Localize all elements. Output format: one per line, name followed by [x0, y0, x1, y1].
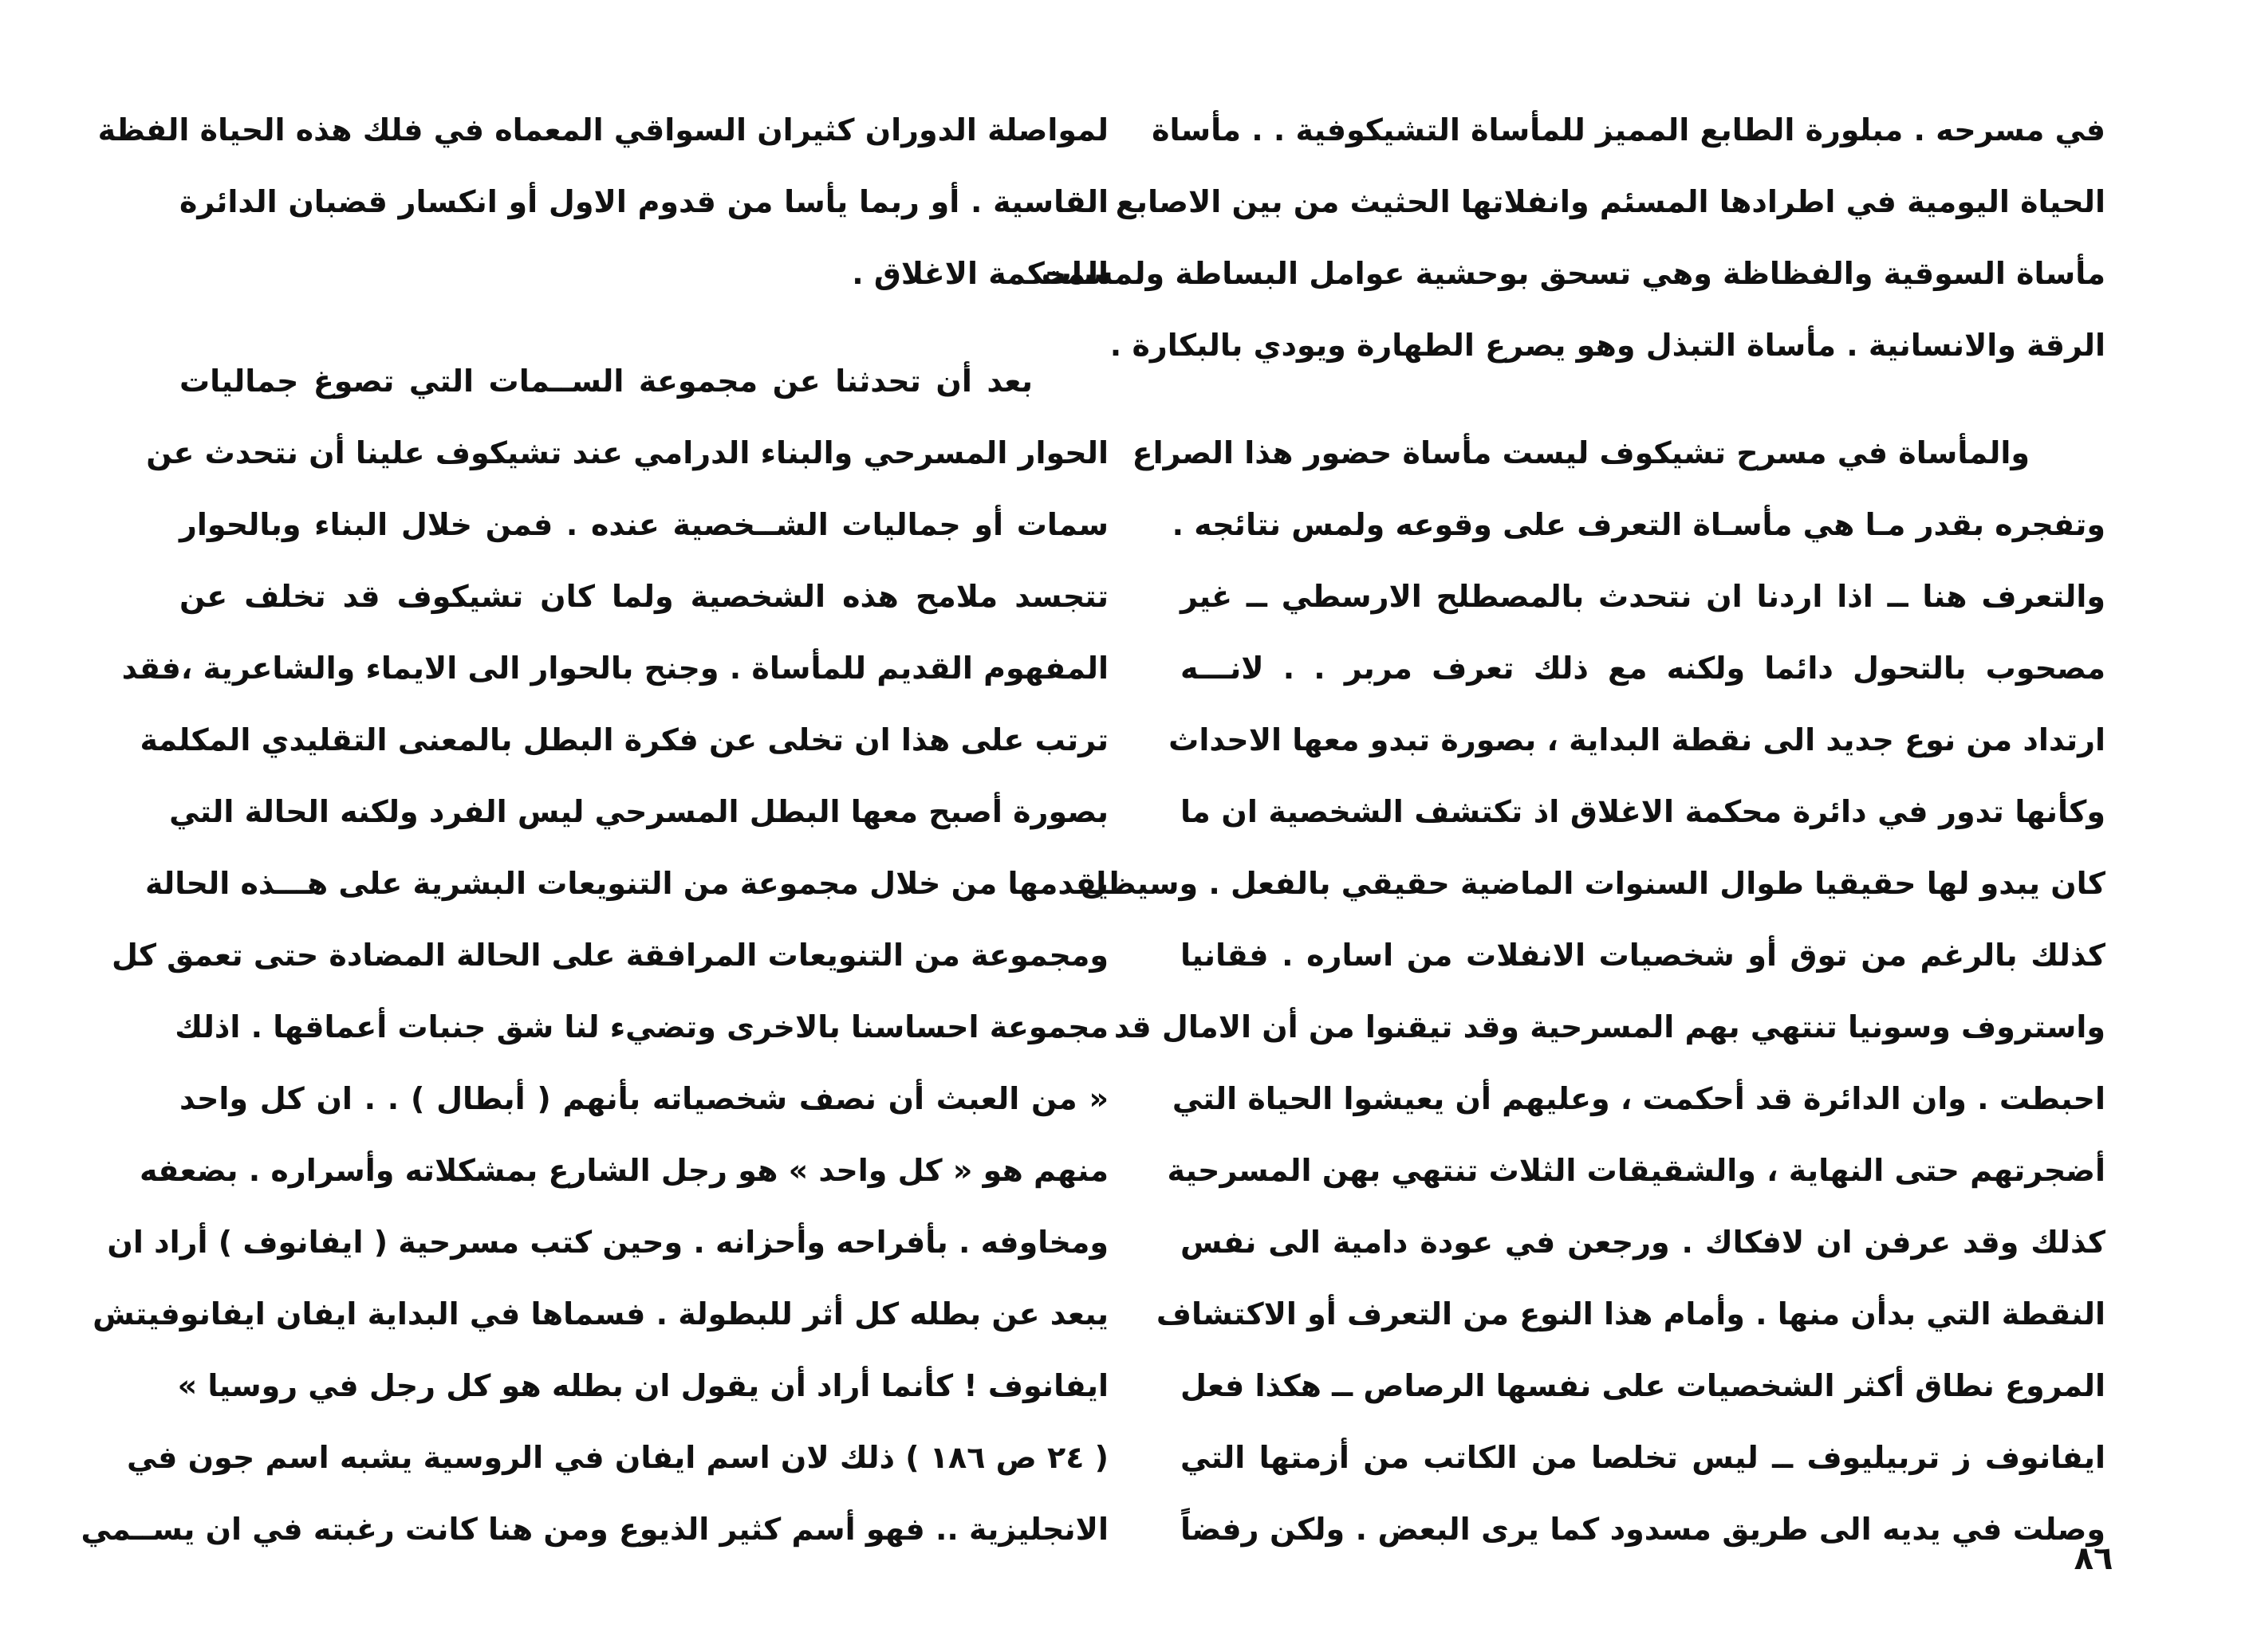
text-line: يقدمها من خلال مجموعة من التنويعات البشرية على هـــذه الحالة: [144, 866, 1109, 901]
paragraph-gap: [1180, 381, 2105, 417]
text-line: مأساة السوقية والفظاظة وهي تسحق بوحشية عوامل البساطة ولمسات: [1041, 256, 2105, 291]
text-line: الرقة والانسانية . مأساة التبذل وهو يصرع الطهارة ويودي بالبكارة .: [1109, 328, 2105, 363]
text-line: لمواصلة الدوران كثيران السواقي المعماه في فلك هذه الحياة الفظة: [97, 112, 1109, 148]
text-line: ايفانوف ز تربيليوف ــ ليس تخلصا من الكاتب من أزمتها التي: [1180, 1440, 2105, 1475]
text-line: المفهوم القديم للمأساة . وجنح بالحوار الى الايماء والشاعرية ،فقد: [121, 651, 1109, 686]
text-line: وكأنها تدور في دائرة محكمة الاغلاق اذ تكتشف الشخصية ان ما: [1180, 794, 2105, 829]
text-line: أضجرتهم حتى النهاية ، والشقيقات الثلاث تنتهي بهن المسرحية: [1167, 1153, 2105, 1188]
text-line: ومخاوفه . بأفراحه وأحزانه . وحين كتب مسرحية ( ايفانوف ) أراد ان: [107, 1225, 1109, 1260]
text-line: كذلك وقد عرفن ان لافكاك . ورجعن في عودة دامية الى نفس: [1180, 1225, 2105, 1260]
page-number: ٨٦: [2074, 1540, 2113, 1577]
text-line: يبعد عن بطله كل أثر للبطولة . فسماها في البداية ايفان ايفانوفيتش: [93, 1296, 1109, 1331]
text-line: ارتداد من نوع جديد الى نقطة البداية ، بصورة تبدو معها الاحداث: [1168, 722, 2105, 757]
text-line: « من العبث أن نصف شخصياته بأنهم ( أبطال ) . . ان كل واحد: [179, 1081, 1109, 1116]
text-line: النقطة التي بدأن منها . وأمام هذا النوع من التعرف أو الاكتشاف: [1156, 1296, 2105, 1331]
right-text-column: [1041, 94, 2105, 1565]
text-line: المروع نطاق أكثر الشخصيات على نفسها الرصاص ــ هكذا فعل: [1180, 1368, 2105, 1403]
text-line: الحياة اليومية في اطرادها المسئم وانفلاتها الحثيث من بين الاصابع: [1115, 184, 2105, 219]
text-line: كذلك بالرغم من توق أو شخصيات الانفلات من اساره . فقانيا: [1180, 938, 2105, 973]
text-line: في مسرحه . مبلورة الطابع المميز للمأساة التشيكوفية . . مأساة: [1152, 112, 2105, 148]
text-line: بصورة أصبح معها البطل المسرحي ليس الفرد ولكنه الحالة التي: [169, 794, 1109, 829]
text-line: احبطت . وان الدائرة قد أحكمت ، وعليهم أن يعيشوا الحياة التي: [1172, 1081, 2105, 1116]
text-line: منهم هو « كل واحد » هو رجل الشارع بمشكلاته وأسراره . بضعفه: [139, 1153, 1109, 1188]
text-line: الانجليزية .. فهو أسم كثير الذيوع ومن هنا كانت رغبته في ان يســمي: [81, 1512, 1109, 1547]
text-line: مصحوب بالتحول دائما ولكنه مع ذلك تعرف مربر . . لانـــه: [1180, 651, 2105, 686]
text-line: الحوار المسرحي والبناء الدرامي عند تشيكوف علينا أن نتحدث عن: [146, 435, 1109, 470]
text-line: واستروف وسونيا تنتهي بهم المسرحية وقد تيقنوا من أن الامال قد: [1113, 1009, 2105, 1044]
text-line: المحكمة الاغلاق .: [852, 256, 1109, 291]
text-line: تتجسد ملامح هذه الشخصية ولما كان تشيكوف قد تخلف عن: [179, 579, 1109, 614]
text-line: سمات أو جماليات الشــخصية عنده . فمن خلال البناء وبالحوار: [179, 507, 1109, 542]
text-line: ترتب على هذا ان تخلى عن فكرة البطل بالمعنى التقليدي المكلمة: [140, 722, 1109, 757]
paragraph-first-line: بعد أن تحدثنا عن مجموعة الســمات التي تصوغ جماليات: [179, 364, 1033, 399]
text-line: مجموعة احساسنا بالاخرى وتضيء لنا شق جنبات أعماقها . اذلك: [175, 1009, 1109, 1044]
text-line: ومجموعة من التنويعات المرافقة على الحالة المضادة حتى تعمق كل: [111, 938, 1109, 973]
text-line: كان يبدو لها حقيقيا طوال السنوات الماضية حقيقي بالفعل . وسيظل: [1080, 866, 2105, 901]
text-line: وصلت في يديه الى طريق مسدود كما يرى البعض . ولكن رفضاً: [1180, 1512, 2105, 1547]
text-line: وتفجره بقدر مـا هي مأسـاة التعرف على وقوعه ولمس نتائجه .: [1172, 507, 2105, 542]
left-text-column: [81, 94, 1109, 1565]
paragraph-gap: [179, 309, 1109, 345]
text-line: ( ٢٤ ص ١٨٦ ) ذلك لان اسم ايفان في الروسية يشبه اسم جون في: [127, 1440, 1109, 1475]
text-line: القاسية . أو ربما يأسا من قدوم الاول أو انكسار قضبان الدائرة: [179, 184, 1109, 219]
text-line: والتعرف هنا ــ اذا اردنا ان نتحدث بالمصطلح الارسطي ــ غير: [1180, 579, 2105, 614]
text-line: ايفانوف ! كأنما أراد أن يقول ان بطله هو كل رجل في روسيا »: [177, 1368, 1109, 1403]
paragraph-first-line: والمأساة في مسرح تشيكوف ليست مأساة حضور هذا الصراع: [1132, 435, 2030, 470]
